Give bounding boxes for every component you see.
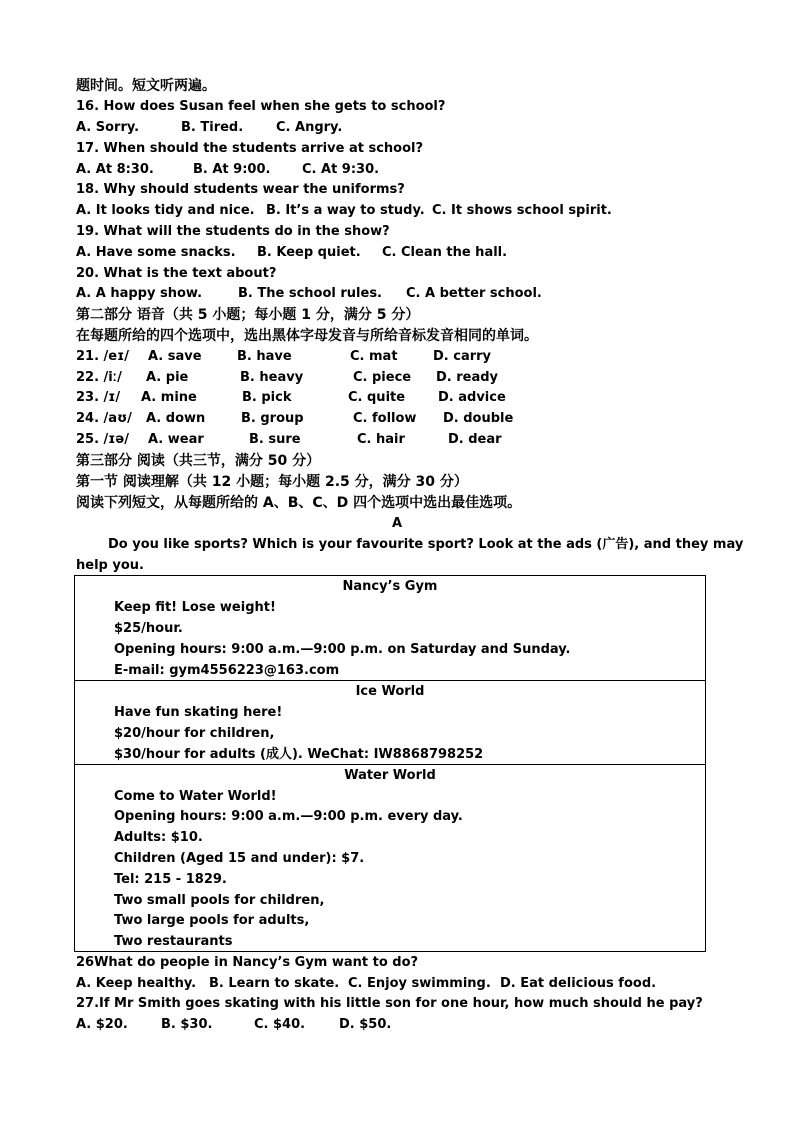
part3-title: 第三部分 阅读（共三节，满分 50 分） [76,453,321,469]
option-19-a: A. Have some snacks. [76,245,236,260]
option-21-a: A. save [148,349,202,364]
question-20: 20. What is the text about? [76,266,277,281]
option-20-a: A. A happy show. [76,286,203,301]
option-27-b: B. $30. [161,1017,213,1032]
ad-ice-world-line: $30/hour for adults (成人). WeChat: IW8868798252 [114,747,484,762]
option-18-c: C. It shows school spirit. [432,203,612,218]
option-16-c: C. Angry. [276,120,343,135]
ad-nancys-gym [74,575,706,681]
ad-water-world-line: Children (Aged 15 and under): $7. [114,851,365,866]
option-22-a: A. pie [146,370,189,385]
option-23-b: B. pick [242,390,292,405]
phonetic-23: 23. /ɪ/ [76,390,121,405]
option-21-c: C. mat [350,349,398,364]
option-18-a: A. It looks tidy and nice. [76,203,255,218]
ad-water-world-line: Two large pools for adults, [114,913,310,928]
question-18: 18. Why should students wear the uniforms? [76,182,405,197]
option-21-b: B. have [237,349,292,364]
option-25-b: B. sure [249,432,301,447]
option-22-b: B. heavy [240,370,304,385]
option-22-d: D. ready [436,370,499,385]
ad-nancys-gym-line: Keep fit! Lose weight! [114,600,276,615]
ad-nancys-gym-line: Opening hours: 9:00 a.m.—9:00 p.m. on Saturday and Sunday. [114,642,571,657]
option-23-d: D. advice [438,390,506,405]
ad-water-world-line: Opening hours: 9:00 a.m.—9:00 p.m. every day. [114,809,463,824]
passage-intro-line1: Do you like sports? Which is your favourite sport? Look at the ads (广告), and they may [108,537,744,552]
option-17-a: A. At 8:30. [76,162,154,177]
option-20-b: B. The school rules. [238,286,382,301]
ad-water-world [74,764,706,952]
question-27: 27.If Mr Smith goes skating with his little son for one hour, how much should he pay? [76,996,703,1011]
option-18-b: B. It’s a way to study. [266,203,425,218]
option-24-c: C. follow [353,411,417,426]
phonetic-24: 24. /aʊ/ [76,411,132,426]
option-26-a: A. Keep healthy. [76,976,197,991]
passage-intro-line2: help you. [76,558,144,573]
option-26-c: C. Enjoy swimming. [348,976,491,991]
intro-line: 题时间。短文听两遍。 [76,78,216,94]
option-25-c: C. hair [357,432,405,447]
phonetic-25: 25. /ɪə/ [76,432,129,447]
option-27-d: D. $50. [339,1017,392,1032]
option-20-c: C. A better school. [406,286,542,301]
ad-ice-world-title: Ice World [355,684,425,699]
question-26: 26What do people in Nancy’s Gym want to do? [76,955,419,970]
option-27-c: C. $40. [254,1017,306,1032]
option-22-c: C. piece [353,370,412,385]
ad-ice-world [74,680,706,765]
question-17: 17. When should the students arrive at school? [76,141,424,156]
question-19: 19. What will the students do in the show? [76,224,390,239]
ad-ice-world-line: $20/hour for children, [114,726,275,741]
phonetic-22: 22. /iː/ [76,370,122,385]
option-23-a: A. mine [141,390,197,405]
option-26-b: B. Learn to skate. [209,976,340,991]
ad-ice-world-line: Have fun skating here! [114,705,283,720]
option-17-c: C. At 9:30. [302,162,380,177]
option-17-b: B. At 9:00. [193,162,271,177]
ad-nancys-gym-line: $25/hour. [114,621,183,636]
option-27-a: A. $20. [76,1017,128,1032]
ad-nancys-gym-line: E-mail: gym4556223@163.com [114,663,340,678]
section1-title: 第一节 阅读理解（共 12 小题；每小题 2.5 分，满分 30 分） [76,474,468,490]
ad-water-world-line: Two restaurants [114,934,233,949]
part2-instructions: 在每题所给的四个选项中，选出黑体字母发音与所给音标发音相同的单词。 [76,328,538,344]
ad-water-world-line: Adults: $10. [114,830,203,845]
option-24-b: B. group [241,411,304,426]
option-16-a: A. Sorry. [76,120,140,135]
option-25-d: D. dear [448,432,502,447]
option-26-d: D. Eat delicious food. [500,976,657,991]
option-21-d: D. carry [433,349,492,364]
ad-water-world-line: Two small pools for children, [114,893,325,908]
ad-nancys-gym-title: Nancy’s Gym [342,579,438,594]
passage-letter: A [391,516,403,531]
option-19-b: B. Keep quiet. [257,245,361,260]
option-23-c: C. quite [348,390,406,405]
ad-water-world-line: Tel: 215 - 1829. [114,872,227,887]
question-16: 16. How does Susan feel when she gets to school? [76,99,446,114]
option-24-d: D. double [443,411,514,426]
ad-water-world-title: Water World [344,768,436,783]
option-24-a: A. down [146,411,206,426]
option-16-b: B. Tired. [181,120,244,135]
section1-instructions: 阅读下列短文，从每题所给的 A、B、C、D 四个选项中选出最佳选项。 [76,495,522,511]
phonetic-21: 21. /eɪ/ [76,349,129,364]
part2-title: 第二部分 语音（共 5 小题；每小题 1 分，满分 5 分） [76,307,420,323]
option-19-c: C. Clean the hall. [382,245,508,260]
ad-water-world-line: Come to Water World! [114,789,277,804]
option-25-a: A. wear [148,432,204,447]
